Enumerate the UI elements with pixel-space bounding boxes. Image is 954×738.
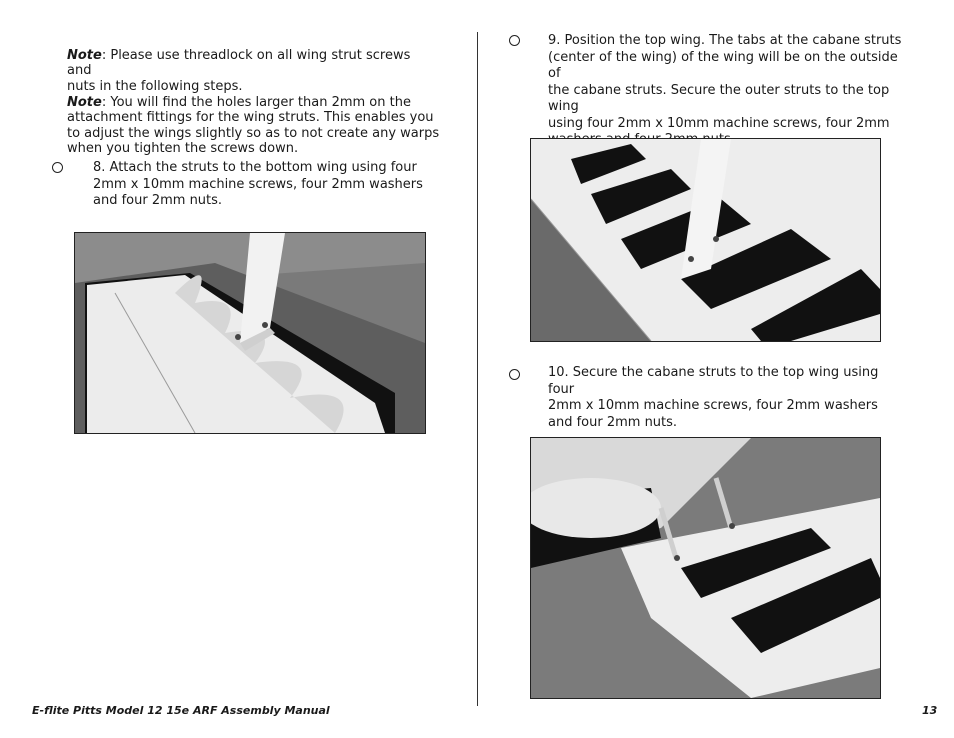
step-8-checkbox[interactable] — [52, 162, 63, 173]
column-divider — [477, 32, 478, 706]
manual-title: E-flite Pitts Model 12 15e ARF Assembly Manual — [32, 704, 330, 717]
note-text: : You will find the holes larger than 2mm on the attachment fittings for the wing struts. This enables you to adjust the wings slightly so as to not create any warps when you tighten the screws down. — [67, 94, 440, 156]
step-8-text: 8. Attach the struts to the bottom wing using four 2mm x 10mm machine screws, four 2mm washers and four 2mm nuts. — [93, 160, 423, 208]
step-9-checkbox[interactable] — [509, 35, 520, 46]
step-10-checkbox[interactable] — [509, 369, 520, 380]
photo-cabane-struts — [530, 437, 881, 699]
note-label: Note — [67, 47, 102, 63]
photo-top-wing-position — [530, 138, 881, 342]
step-10-text: 10. Secure the cabane struts to the top wing using four 2mm x 10mm machine screws, four 2mm washers and four 2mm nuts. — [548, 365, 879, 430]
note-label: Note — [67, 94, 102, 110]
note-holes — [67, 79, 447, 157]
step-9-text: 9. Position the top wing. The tabs at the cabane struts (center of the wing) of the wing will be on the outside of the cabane struts. Secure the outer struts to the top wing using four 2mm x 10mm machine screws, four 2mm — [548, 33, 902, 131]
page-number: 13 — [922, 704, 938, 717]
note-text: : Please use threadlock on all wing strut screws and nuts in the following steps. — [67, 47, 411, 94]
photo-bottom-wing-strut — [74, 232, 426, 434]
